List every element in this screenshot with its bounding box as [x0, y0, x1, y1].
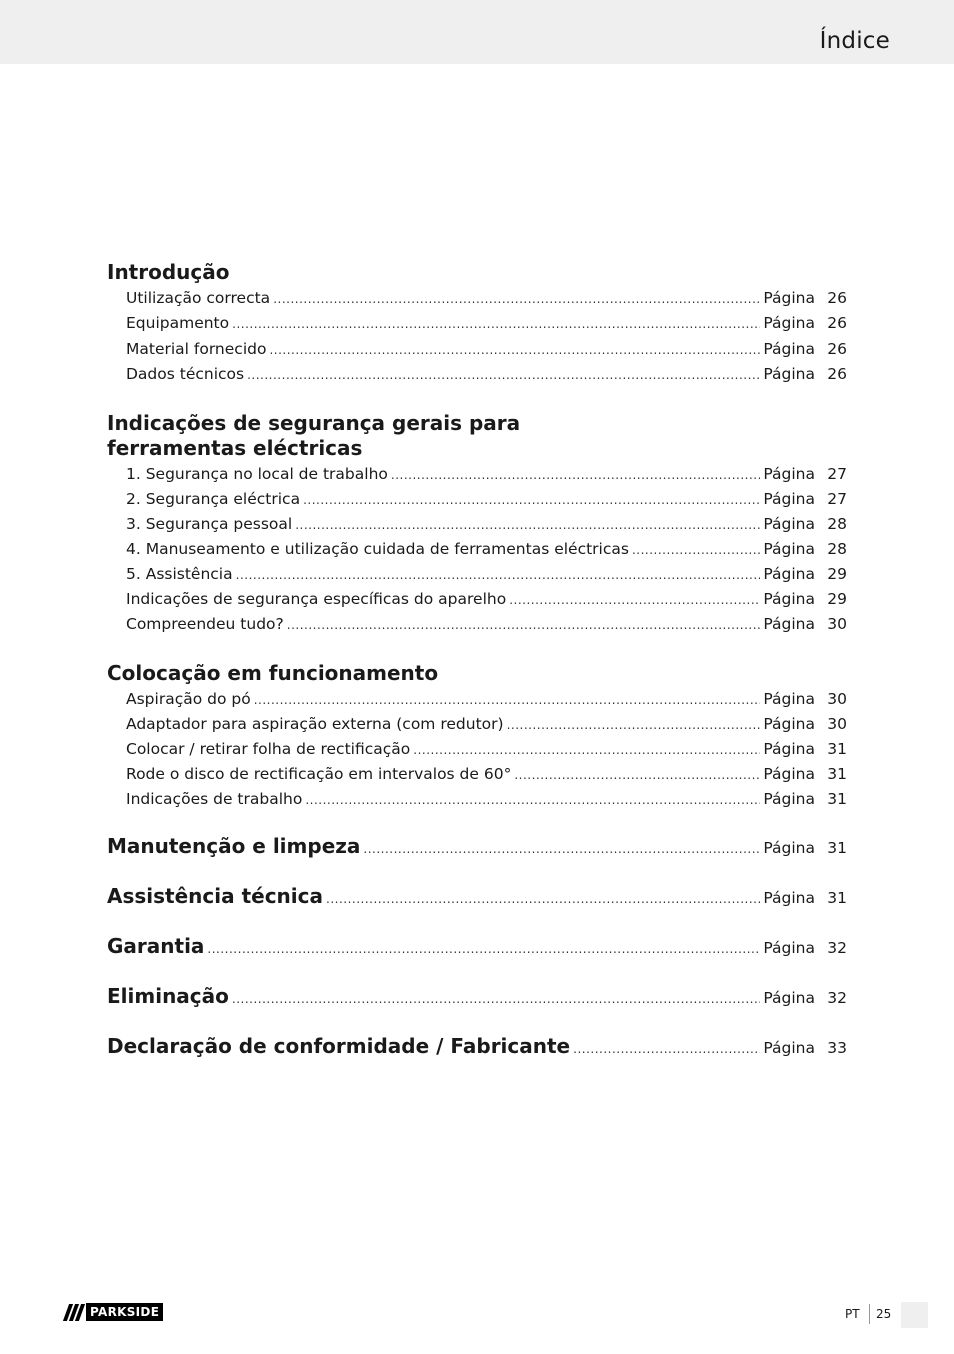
toc-major-entry[interactable]	[107, 834, 847, 864]
leader-dots	[232, 989, 760, 1007]
section-title-introducao: Introdução	[107, 260, 230, 284]
page-word: Página	[763, 365, 815, 383]
page-word: Página	[763, 989, 815, 1007]
toc-entry-label: Dados técnicos	[126, 365, 245, 383]
page-number: 31	[827, 790, 847, 808]
toc-entry-label: 4. Manuseamento e utilização cuidada de ferramentas eléctricas	[126, 540, 629, 558]
toc-entry-label: 1. Segurança no local de trabalho	[126, 465, 388, 483]
page-word: Página	[763, 1039, 815, 1057]
page-number: 27	[827, 465, 847, 483]
toc-entry-label: Indicações de trabalho	[126, 790, 303, 808]
toc-entry-label: Colocar / retirar folha de rectificação	[126, 740, 411, 758]
toc-major-entry[interactable]	[107, 1034, 847, 1064]
leader-dots	[509, 590, 760, 608]
section-title-seguranca-line2: ferramentas eléctricas	[107, 436, 363, 460]
toc-entry-label: Adaptador para aspiração externa (com redutor)	[126, 715, 504, 733]
page-word: Página	[763, 839, 815, 857]
toc-entry-label: 2. Segurança eléctrica	[126, 490, 301, 508]
logo-slashes-icon	[66, 1303, 84, 1321]
page-word: Página	[763, 765, 815, 783]
page-word: Página	[763, 715, 815, 733]
section-title-colocacao: Colocação em funcionamento	[107, 661, 439, 685]
leader-dots	[295, 515, 760, 533]
toc-entry-label: Utilização correcta	[126, 289, 271, 307]
leader-dots	[507, 715, 761, 733]
toc-entry[interactable]	[126, 314, 847, 336]
leader-dots	[305, 790, 760, 808]
page-number: 29	[827, 590, 847, 608]
toc-major-entry[interactable]	[107, 884, 847, 914]
toc-major-label: Assistência técnica	[107, 884, 324, 908]
leader-dots	[632, 540, 760, 558]
toc-entry[interactable]	[126, 740, 847, 762]
leader-dots	[269, 340, 760, 358]
toc-entry-label: Material fornecido	[126, 340, 267, 358]
toc-entry[interactable]	[126, 540, 847, 562]
page-number: 26	[827, 340, 847, 358]
leader-dots	[391, 465, 761, 483]
toc-major-entry[interactable]	[107, 984, 847, 1014]
footer-tab-marker	[901, 1302, 928, 1328]
page-number: 31	[827, 839, 847, 857]
toc-entry[interactable]	[126, 765, 847, 787]
toc-major-entry[interactable]	[107, 934, 847, 964]
toc-entry[interactable]	[126, 565, 847, 587]
page-word: Página	[763, 314, 815, 332]
toc-entry-label: Indicações de segurança específicas do aparelho	[126, 590, 507, 608]
page-number: 29	[827, 565, 847, 583]
parkside-logo	[66, 1303, 178, 1321]
page-word: Página	[763, 790, 815, 808]
page-number: 31	[827, 740, 847, 758]
page-word: Página	[763, 515, 815, 533]
page-word: Página	[763, 740, 815, 758]
page-word: Página	[763, 289, 815, 307]
page-number: 26	[827, 289, 847, 307]
toc-entry-label: Rode o disco de rectificação em intervalos de 60°	[126, 765, 512, 783]
leader-dots	[287, 615, 761, 633]
toc-entry[interactable]	[126, 340, 847, 362]
page-word: Página	[763, 565, 815, 583]
leader-dots	[326, 889, 760, 907]
toc-entry-label: Compreendeu tudo?	[126, 615, 284, 633]
toc-major-label: Declaração de conformidade / Fabricante	[107, 1034, 571, 1058]
page-number: 30	[827, 715, 847, 733]
leader-dots	[573, 1039, 760, 1057]
leader-dots	[254, 690, 761, 708]
toc-entry[interactable]	[126, 790, 847, 812]
page-number-footer: 25	[876, 1307, 892, 1321]
page-number: 28	[827, 540, 847, 558]
toc-entry[interactable]	[126, 289, 847, 311]
logo-text: PARKSIDE	[86, 1303, 163, 1321]
page-word: Página	[763, 939, 815, 957]
leader-dots	[273, 289, 760, 307]
leader-dots	[363, 839, 760, 857]
page-number: 26	[827, 365, 847, 383]
toc-entry-label: Aspiração do pó	[126, 690, 251, 708]
page-title: Índice	[819, 28, 890, 54]
toc-major-label: Eliminação	[107, 984, 229, 1008]
page-word: Página	[763, 490, 815, 508]
leader-dots	[207, 939, 760, 957]
leader-dots	[247, 365, 760, 383]
toc-entry-label: 3. Segurança pessoal	[126, 515, 293, 533]
language-code: PT	[845, 1307, 860, 1321]
toc-entry-label: Equipamento	[126, 314, 230, 332]
leader-dots	[413, 740, 760, 758]
page-number: 27	[827, 490, 847, 508]
page-number: 31	[827, 765, 847, 783]
toc-major-label: Garantia	[107, 934, 205, 958]
footer-divider	[869, 1304, 870, 1324]
page-word: Página	[763, 540, 815, 558]
leader-dots	[303, 490, 760, 508]
page-word: Página	[763, 590, 815, 608]
page-number: 32	[827, 939, 847, 957]
toc-entry[interactable]	[126, 690, 847, 712]
page-number: 28	[827, 515, 847, 533]
page-word: Página	[763, 465, 815, 483]
toc-entry[interactable]	[126, 615, 847, 637]
header-band	[0, 0, 954, 64]
leader-dots	[232, 314, 760, 332]
leader-dots	[514, 765, 760, 783]
leader-dots	[236, 565, 761, 583]
page-number: 31	[827, 889, 847, 907]
page-number: 32	[827, 989, 847, 1007]
toc-entry[interactable]	[126, 590, 847, 612]
page-word: Página	[763, 889, 815, 907]
toc-major-label: Manutenção e limpeza	[107, 834, 361, 858]
toc-entry[interactable]	[126, 465, 847, 487]
toc-entry[interactable]	[126, 715, 847, 737]
page-word: Página	[763, 340, 815, 358]
page-word: Página	[763, 690, 815, 708]
section-title-seguranca-line1: Indicações de segurança gerais para	[107, 411, 521, 435]
toc-entry[interactable]	[126, 490, 847, 512]
toc-entry[interactable]	[126, 515, 847, 537]
toc-entry-label: 5. Assistência	[126, 565, 233, 583]
page-word: Página	[763, 615, 815, 633]
page-number: 30	[827, 690, 847, 708]
toc-entry[interactable]	[126, 365, 847, 387]
page-number: 26	[827, 314, 847, 332]
page-number: 30	[827, 615, 847, 633]
page-number: 33	[827, 1039, 847, 1057]
